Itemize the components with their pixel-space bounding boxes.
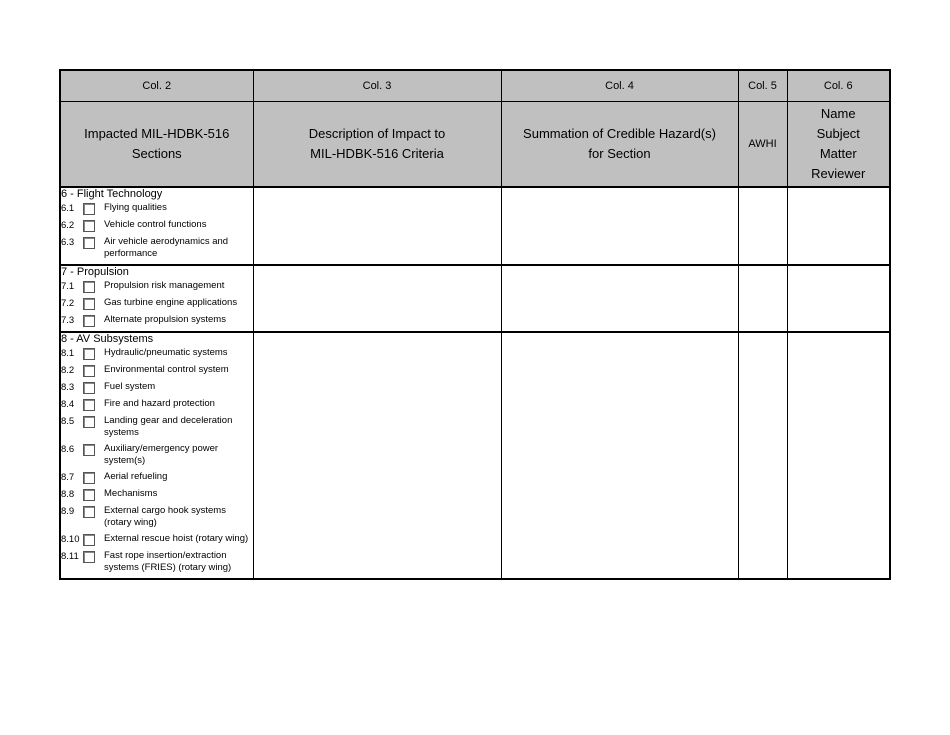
item-checkbox[interactable]: [83, 315, 95, 327]
item-checkbox[interactable]: [83, 237, 95, 249]
section-cell: [60, 332, 253, 579]
item-number: 8.1: [61, 348, 75, 359]
reviewer-cell[interactable]: [787, 332, 890, 579]
header-line: for Section: [588, 146, 651, 161]
column-header-row: [60, 102, 890, 188]
reviewer-header: [787, 102, 890, 188]
section-item: [61, 443, 253, 467]
impacted-sections-header: [60, 102, 253, 188]
item-number: 8.2: [61, 365, 75, 376]
item-number: 8.8: [61, 489, 75, 500]
item-number: 8.10: [61, 534, 80, 545]
section-item: [61, 505, 253, 529]
awhi-header: AWHI: [738, 102, 787, 188]
item-number: 7.1: [61, 281, 75, 292]
awhi-cell[interactable]: [738, 265, 787, 332]
item-label: Fire and hazard protection: [104, 398, 215, 409]
section-item: [61, 219, 253, 232]
item-label: Air vehicle aerodynamics and performance: [104, 236, 229, 259]
section-title: 6 - Flight Technology: [61, 188, 163, 200]
item-checkbox[interactable]: [83, 203, 95, 215]
header-line: Description of Impact to: [308, 126, 446, 141]
section-item: [61, 297, 253, 310]
section-title: 7 - Propulsion: [61, 266, 129, 278]
item-label: Landing gear and deceleration systems: [104, 415, 233, 438]
impact-description-cell[interactable]: [253, 187, 501, 265]
item-number: 8.4: [61, 399, 75, 410]
item-label: Aerial refueling: [104, 471, 168, 482]
reviewer-cell[interactable]: [787, 265, 890, 332]
impact-description-header: [253, 102, 501, 188]
item-checkbox[interactable]: [83, 348, 95, 360]
item-checkbox[interactable]: [83, 506, 95, 518]
item-label: Hydraulic/pneumatic systems: [104, 347, 228, 358]
section-item: [61, 280, 253, 293]
item-checkbox[interactable]: [83, 534, 95, 546]
item-checkbox[interactable]: [83, 551, 95, 563]
section-row: [60, 265, 890, 332]
header-line: Reviewer: [811, 166, 866, 181]
item-number: 6.3: [61, 237, 75, 248]
header-line: Sections: [131, 146, 182, 161]
section-cell: [60, 265, 253, 332]
item-checkbox[interactable]: [83, 416, 95, 428]
impact-description-cell[interactable]: [253, 332, 501, 579]
item-number: 8.3: [61, 382, 75, 393]
hazard-summation-cell[interactable]: [501, 332, 738, 579]
item-label: Auxiliary/emergency power system(s): [104, 443, 219, 466]
section-item: [61, 202, 253, 215]
section-item: [61, 314, 253, 327]
header-line: Summation of Credible Hazard(s): [523, 126, 716, 141]
col-number: Col. 5: [738, 70, 787, 102]
item-number: 8.9: [61, 506, 75, 517]
item-label: Mechanisms: [104, 488, 158, 499]
awhi-cell[interactable]: [738, 332, 787, 579]
section-item: [61, 533, 253, 546]
item-checkbox[interactable]: [83, 444, 95, 456]
header-line: Matter: [819, 146, 857, 161]
section-item: [61, 364, 253, 377]
header-line: Impacted MIL-HDBK-516: [84, 126, 230, 141]
item-checkbox[interactable]: [83, 489, 95, 501]
section-item: [61, 550, 253, 574]
header-line: Subject: [816, 126, 860, 141]
item-number: 8.5: [61, 416, 75, 427]
item-checkbox[interactable]: [83, 281, 95, 293]
col-number: Col. 6: [787, 70, 890, 102]
section-row: [60, 332, 890, 579]
item-number: 6.2: [61, 220, 75, 231]
section-item: [61, 381, 253, 394]
item-label: External rescue hoist (rotary wing): [104, 533, 249, 544]
item-label: Fast rope insertion/extraction systems (FRIES) (rotary wing): [104, 550, 232, 573]
hazard-summation-cell[interactable]: [501, 187, 738, 265]
item-label: Propulsion risk management: [104, 280, 225, 291]
item-checkbox[interactable]: [83, 382, 95, 394]
col-number: Col. 2: [60, 70, 253, 102]
item-number: 6.1: [61, 203, 75, 214]
section-item: [61, 415, 253, 439]
column-number-row: [60, 70, 890, 102]
item-checkbox[interactable]: [83, 399, 95, 411]
hazard-summation-cell[interactable]: [501, 265, 738, 332]
section-title: 8 - AV Subsystems: [61, 333, 154, 345]
section-cell: [60, 187, 253, 265]
hazard-assessment-table: [59, 69, 891, 580]
section-row: [60, 187, 890, 265]
item-checkbox[interactable]: [83, 298, 95, 310]
section-item: [61, 488, 253, 501]
reviewer-cell[interactable]: [787, 187, 890, 265]
item-number: 8.6: [61, 444, 75, 455]
header-line: MIL-HDBK-516 Criteria: [310, 146, 444, 161]
item-label: External cargo hook systems (rotary wing): [104, 505, 226, 528]
item-checkbox[interactable]: [83, 220, 95, 232]
item-label: Fuel system: [104, 381, 156, 392]
item-number: 7.3: [61, 315, 75, 326]
header-line: Name: [820, 106, 856, 121]
item-number: 8.11: [61, 551, 79, 562]
item-checkbox[interactable]: [83, 365, 95, 377]
section-item: [61, 236, 253, 260]
col-number: Col. 4: [501, 70, 738, 102]
awhi-cell[interactable]: [738, 187, 787, 265]
item-label: Environmental control system: [104, 364, 229, 375]
section-item: [61, 347, 253, 360]
item-label: Flying qualities: [104, 202, 167, 213]
item-number: 7.2: [61, 298, 75, 309]
impact-description-cell[interactable]: [253, 265, 501, 332]
item-number: 8.7: [61, 472, 75, 483]
item-checkbox[interactable]: [83, 472, 95, 484]
section-item: [61, 471, 253, 484]
item-label: Gas turbine engine applications: [104, 297, 238, 308]
hazard-summation-header: [501, 102, 738, 188]
section-item: [61, 398, 253, 411]
item-label: Vehicle control functions: [104, 219, 207, 230]
col-number: Col. 3: [253, 70, 501, 102]
item-label: Alternate propulsion systems: [104, 314, 226, 325]
